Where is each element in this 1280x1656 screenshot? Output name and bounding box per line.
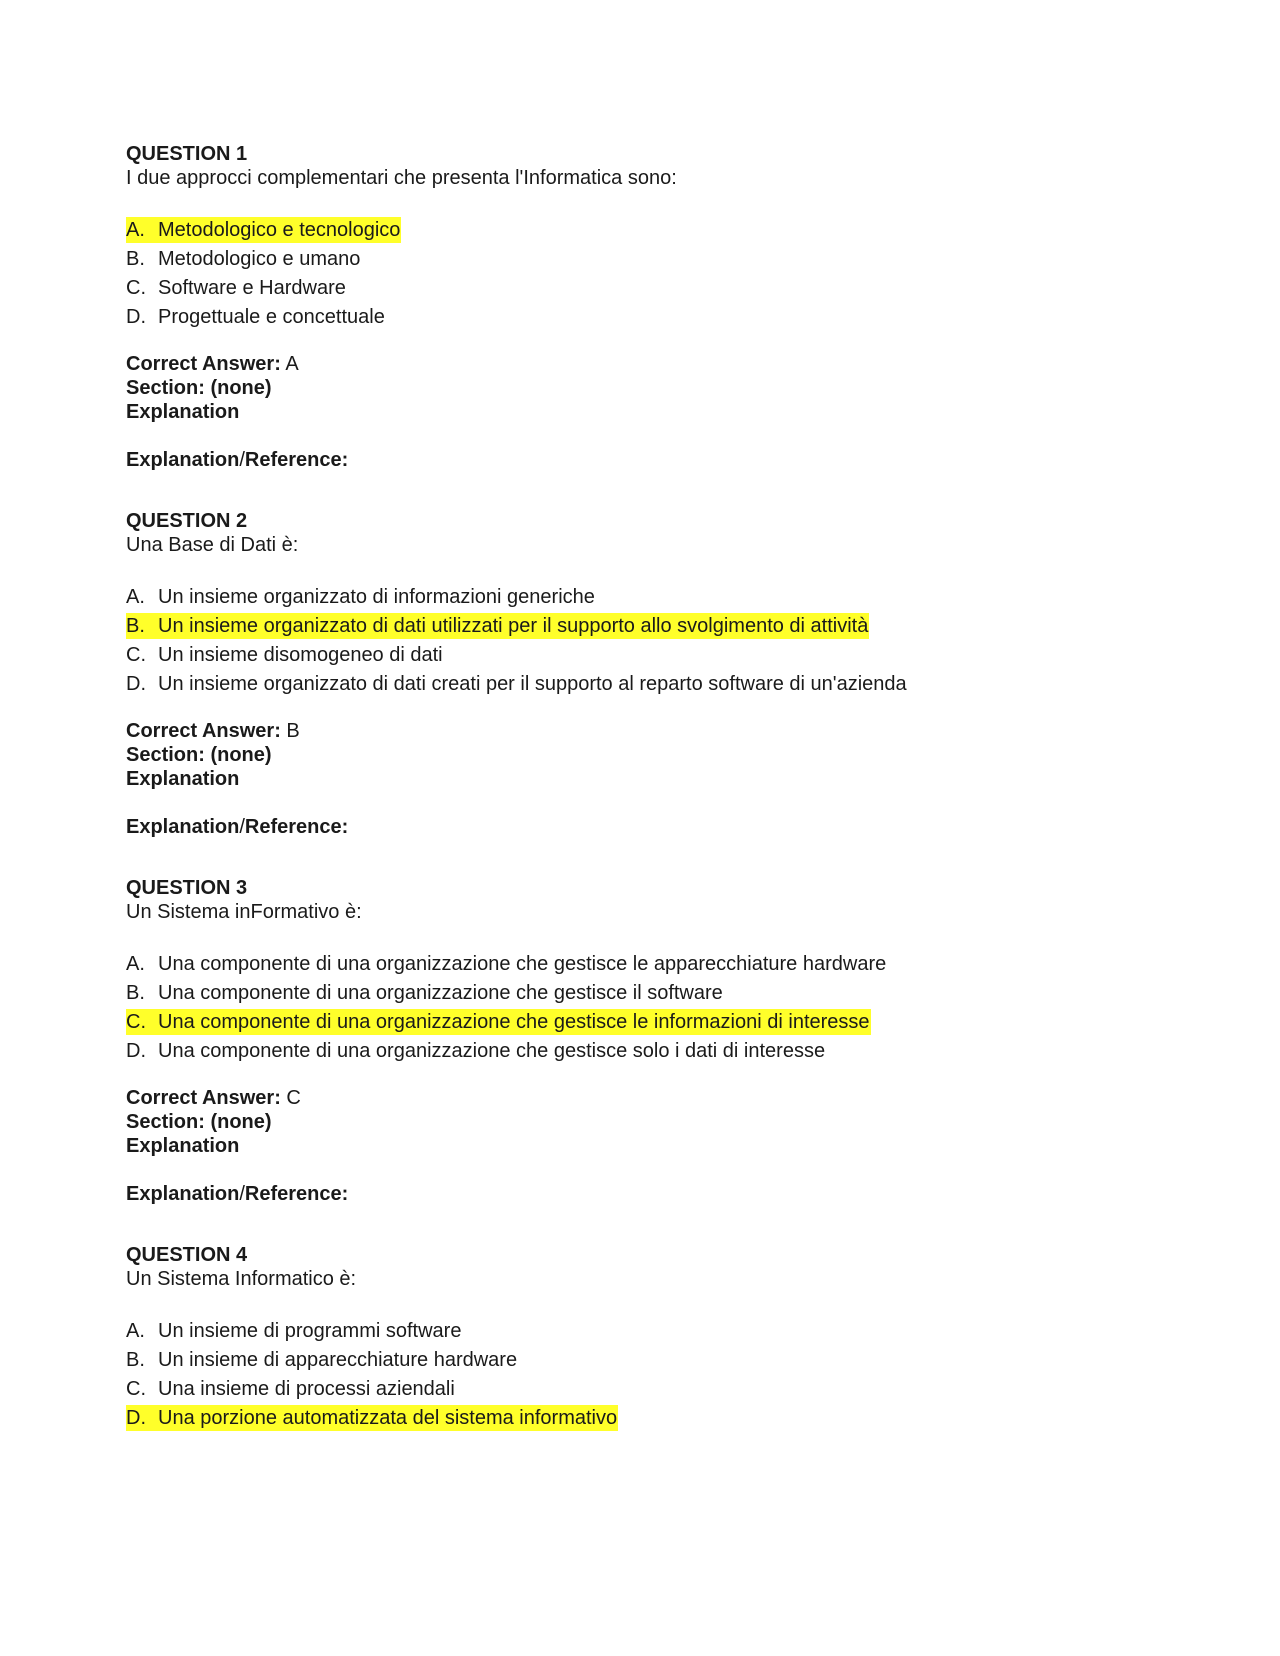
- question-4: [126, 1243, 1166, 1433]
- correct-answer-value: C: [286, 1087, 301, 1109]
- question-text: Un Sistema inFormativo è:: [126, 901, 362, 923]
- option-c: [126, 1008, 1166, 1037]
- answer-options: [126, 216, 1166, 332]
- option-d: [126, 670, 1166, 699]
- option-text: Metodologico e umano: [158, 248, 361, 270]
- answer-highlight: [126, 1405, 618, 1431]
- option-a: [126, 950, 1166, 979]
- question-text: Una Base di Dati è:: [126, 534, 299, 556]
- option-letter: D.: [126, 306, 146, 328]
- option-d: [126, 1404, 1166, 1433]
- explanation-label: Explanation: [126, 1135, 240, 1157]
- option-letter: C.: [126, 1011, 146, 1033]
- section-label: Section: (none): [126, 377, 272, 399]
- option-b: [126, 979, 1166, 1008]
- question-1: [126, 142, 1166, 472]
- option-text: Una componente di una organizzazione che gestisce le apparecchiature hardware: [158, 953, 887, 975]
- option-text: Un insieme disomogeneo di dati: [158, 644, 443, 666]
- option-letter: A.: [126, 586, 145, 608]
- answer-highlight: [126, 217, 401, 243]
- question-title: QUESTION 4: [126, 1244, 248, 1266]
- option-text: Software e Hardware: [158, 277, 346, 299]
- option-d: [126, 1037, 1166, 1066]
- explanation-reference: Explanation/Reference:: [126, 1183, 349, 1205]
- correct-answer: Correct Answer: C: [126, 1087, 301, 1109]
- question-3: [126, 876, 1166, 1206]
- answer-highlight: [126, 613, 869, 639]
- option-letter: D.: [126, 1407, 146, 1429]
- option-c: [126, 274, 1166, 303]
- option-letter: B.: [126, 615, 145, 637]
- option-text: Un insieme organizzato di informazioni generiche: [158, 586, 595, 608]
- explanation-label: Explanation: [126, 768, 240, 790]
- option-letter: B.: [126, 248, 145, 270]
- answer-meta: [126, 352, 1166, 424]
- section-label: Section: (none): [126, 744, 272, 766]
- question-text: I due approcci complementari che presenta l'Informatica sono:: [126, 167, 677, 189]
- option-letter: A.: [126, 219, 145, 241]
- option-text: Un insieme di apparecchiature hardware: [158, 1349, 518, 1371]
- option-text: Una componente di una organizzazione che gestisce il software: [158, 982, 723, 1004]
- option-letter: D.: [126, 673, 146, 695]
- option-text: Una componente di una organizzazione che gestisce solo i dati di interesse: [158, 1040, 826, 1062]
- option-text: Progettuale e concettuale: [158, 306, 385, 328]
- answer-options: [126, 1317, 1166, 1433]
- answer-meta: [126, 1086, 1166, 1158]
- option-c: [126, 1375, 1166, 1404]
- option-text: Metodologico e tecnologico: [158, 219, 401, 241]
- option-a: [126, 1317, 1166, 1346]
- option-letter: A.: [126, 1320, 145, 1342]
- option-letter: C.: [126, 644, 146, 666]
- option-b: [126, 245, 1166, 274]
- option-text: Una insieme di processi aziendali: [158, 1378, 455, 1400]
- option-letter: A.: [126, 953, 145, 975]
- option-letter: C.: [126, 277, 146, 299]
- option-letter: C.: [126, 1378, 146, 1400]
- option-a: [126, 216, 1166, 245]
- option-d: [126, 303, 1166, 332]
- explanation-reference: Explanation/Reference:: [126, 449, 349, 471]
- correct-answer-value: A: [285, 353, 299, 375]
- question-title: QUESTION 3: [126, 877, 248, 899]
- answer-meta: [126, 719, 1166, 791]
- question-title: QUESTION 2: [126, 510, 248, 532]
- correct-answer: Correct Answer: B: [126, 720, 300, 742]
- option-b: [126, 612, 1166, 641]
- answer-highlight: [126, 1009, 871, 1035]
- explanation-reference: Explanation/Reference:: [126, 816, 349, 838]
- option-letter: B.: [126, 982, 145, 1004]
- option-text: Una porzione automatizzata del sistema informativo: [158, 1407, 618, 1429]
- correct-answer: Correct Answer: A: [126, 353, 299, 375]
- option-text: Un insieme di programmi software: [158, 1320, 462, 1342]
- correct-answer-value: B: [286, 720, 300, 742]
- explanation-label: Explanation: [126, 401, 240, 423]
- option-b: [126, 1346, 1166, 1375]
- answer-options: [126, 950, 1166, 1066]
- option-text: Un insieme organizzato di dati creati per il supporto al reparto software di un'azienda: [158, 673, 907, 695]
- question-title: QUESTION 1: [126, 143, 248, 165]
- option-a: [126, 583, 1166, 612]
- section-label: Section: (none): [126, 1111, 272, 1133]
- option-text: Una componente di una organizzazione che gestisce le informazioni di interesse: [158, 1011, 870, 1033]
- option-letter: D.: [126, 1040, 146, 1062]
- answer-options: [126, 583, 1166, 699]
- option-c: [126, 641, 1166, 670]
- option-letter: B.: [126, 1349, 145, 1371]
- question-2: [126, 509, 1166, 839]
- option-text: Un insieme organizzato di dati utilizzati per il supporto allo svolgimento di attività: [158, 615, 869, 637]
- question-text: Un Sistema Informatico è:: [126, 1268, 357, 1290]
